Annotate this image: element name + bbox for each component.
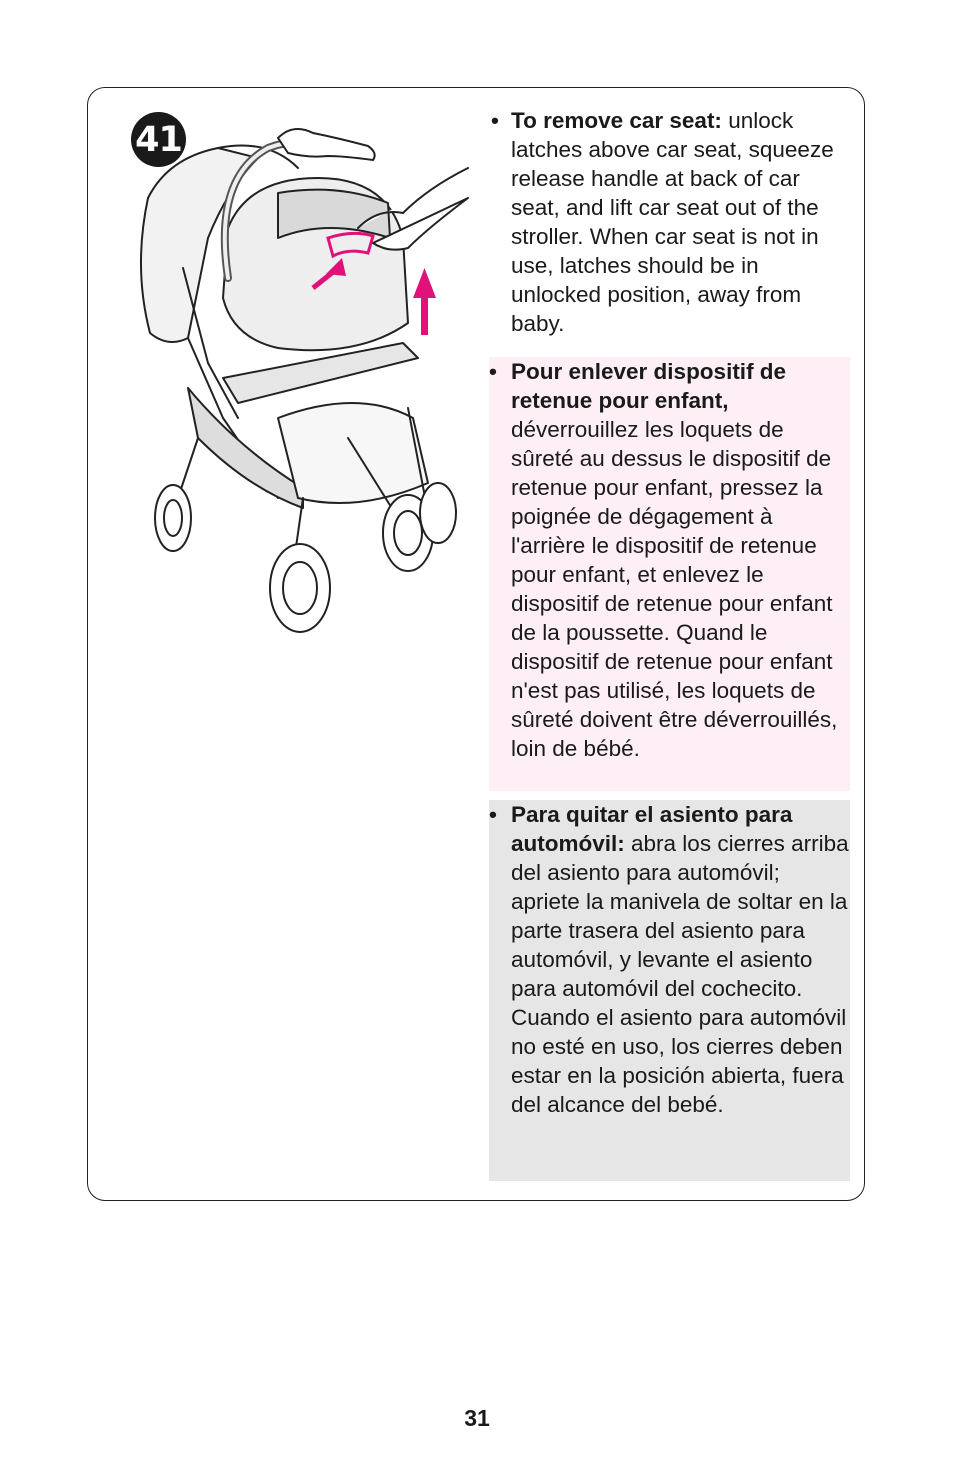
spanish-body: abra los cierres arriba del asiento para automóvil; apriete la manivela de soltar en la parte trasera del asiento para automóvil, y levante el asiento para automóvil del cochecito. Cuando el asiento para automóvil no esté en uso, los cierres deben estar en la posición abierta, fuera del alcance del bebé. xyxy=(511,831,849,1117)
spanish-instructions xyxy=(489,800,850,1181)
french-instructions xyxy=(489,357,850,791)
english-body: unlock latches above car seat, squeeze release handle at back of car seat, and lift car seat out of the stroller. When car seat is not in use, latches should be in unlocked position, away from baby. xyxy=(511,108,834,336)
stroller-car-seat-illustration xyxy=(128,118,478,638)
bullet: • xyxy=(489,359,497,384)
bullet: • xyxy=(491,108,499,133)
bullet: • xyxy=(489,802,497,827)
page-number: 31 xyxy=(464,1405,490,1431)
french-body: déverrouillez les loquets de sûreté au dessus le dispositif de retenue pour enfant, pressez la poignée de dégagement à l'arrière le dispositif de retenue pour enfant, et enlevez le dispositif de retenue pour enfant de la poussette. Quand le dispositif de retenue pour enfant n'est pas utilisé, les loquets de sûreté doivent être déverrouillés, loin de bébé. xyxy=(511,417,838,761)
french-heading: Pour enlever dispositif de retenue pour enfant, xyxy=(511,359,787,413)
step-number-badge: 41 xyxy=(131,112,186,167)
english-heading: To remove car seat: xyxy=(511,108,722,133)
spanish-heading: Para quitar el asiento para automóvil: xyxy=(511,802,793,856)
english-instructions xyxy=(491,106,847,338)
